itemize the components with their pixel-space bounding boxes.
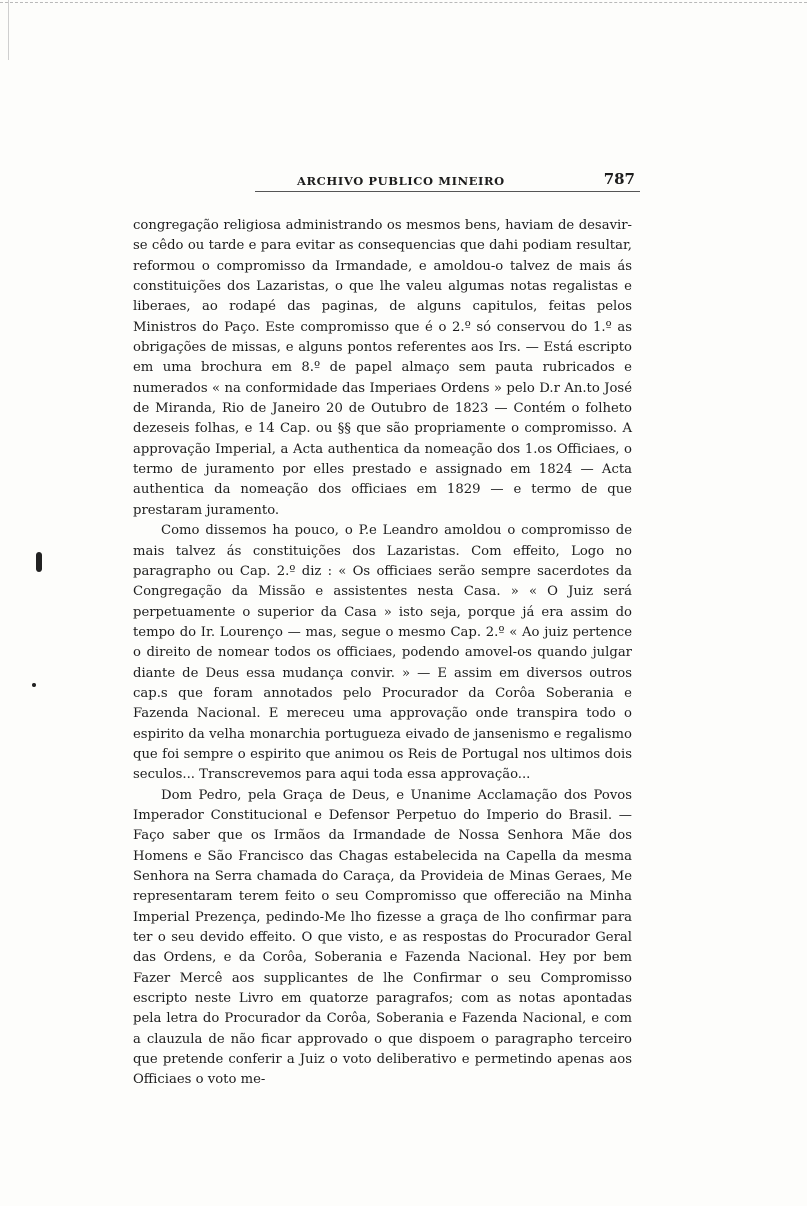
scan-left-edge — [8, 0, 9, 60]
margin-ink-dot — [32, 683, 36, 687]
page-header — [255, 170, 640, 192]
body-text — [133, 216, 632, 1091]
header-rule — [255, 191, 640, 192]
running-title: ARCHIVO PUBLICO MINEIRO — [297, 174, 505, 188]
scan-top-edge — [0, 2, 807, 3]
paragraph-3: Dom Pedro, pela Graça de Deus, e Unanime Acclamação dos Povos Imperador Constitucional e Defensor Perpetuo do Imperio do Brasil. — Faço saber que os Irmãos da Irmandade de Nossa Senhora Mãe dos Homens e São Francisco das Chagas estabelecida na Capella da mesma Senhora na Serra chamada do Caraça, da Provideia de Minas Geraes, Me representaram terem feito o seu Compromisso que offerecião na Minha Imperial Prezença, pedindo-Me lho fizesse a graça de lho confirmar para ter o seu devido effeito. O que visto, e as respostas do Procurador Geral das Ordens, e da Corôa, Soberania e Fazenda Nacional. Hey por bem Fazer Mercê aos supplicantes de lhe Confirmar o seu Compromisso escripto neste Livro em quatorze paragrafos; com as notas apontadas pela letra do Procurador da Corôa, Soberania e Fazenda Nacional, e com a clauzula de não ficar approvado o que dispoem o paragrapho terceiro que pretende conferir a Juiz o voto deliberativo e permetindo apenas aos Officiaes o voto me- — [133, 787, 632, 1088]
page-number: 787 — [603, 170, 635, 188]
margin-ink-mark — [36, 552, 42, 572]
paragraph-1: congregação religiosa administrando os mesmos bens, haviam de desavir-se cêdo ou tarde e para evitar as consequencias que dahi podiam resultar, reformou o compromisso da Irmandade, e amoldou-o talvez de mais ás constituições dos Lazaristas, o que lhe valeu algumas notas regalistas e liberaes, ao rodapé das paginas, de alguns capitulos, feitas pelos Ministros do Paço. Este compromisso que é o 2.º só conservou do 1.º as obrigações de missas, e alguns pontos referentes aos Irs. — Está escripto em uma brochura em 8.º de papel almaço sem pauta rubricados e numerados « na conformidade das Imperiaes Ordens » pelo D.r An.to José de Miranda, Rio de Janeiro 20 de Outubro de 1823 — Contém o folheto dezeseis folhas, e 14 Cap. ou §§ que são propriamente o compromisso. A approvação Imperial, a Acta authentica da nomeação dos 1.os Officiaes, o termo de juramento por elles prestado e assignado em 1824 — Acta authentica da nomeação dos officiaes em 1829 — e termo de que prestaram juramento. — [133, 218, 632, 518]
paragraph-2: Como dissemos ha pouco, o P.e Leandro amoldou o compromisso de mais talvez ás constituições dos Lazaristas. Com effeito, Logo no paragrapho ou Cap. 2.º diz : « Os officiaes serão sempre sacerdotes da Congregação da Missão e assistentes nesta Casa. » « O Juiz será perpetuamente o superior da Casa » isto seja, porque já era assim do tempo do Ir. Lourenço — mas, segue o mesmo Cap. 2.º « Ao juiz pertence o direito de nomear todos os officiaes, podendo amovel-os quando julgar diante de Deus essa mudança convir. » — E assim em diversos outros cap.s que foram annotados pelo Procurador da Corôa Soberania e Fazenda Nacional. E mereceu uma approvação onde transpira todo o espirito da velha monarchia portugueza eivado de jansenismo e regalismo que foi sempre o espirito que animou os Reis de Portugal nos ultimos dois seculos... Transcrevemos para aqui toda essa approvação... — [133, 523, 632, 783]
